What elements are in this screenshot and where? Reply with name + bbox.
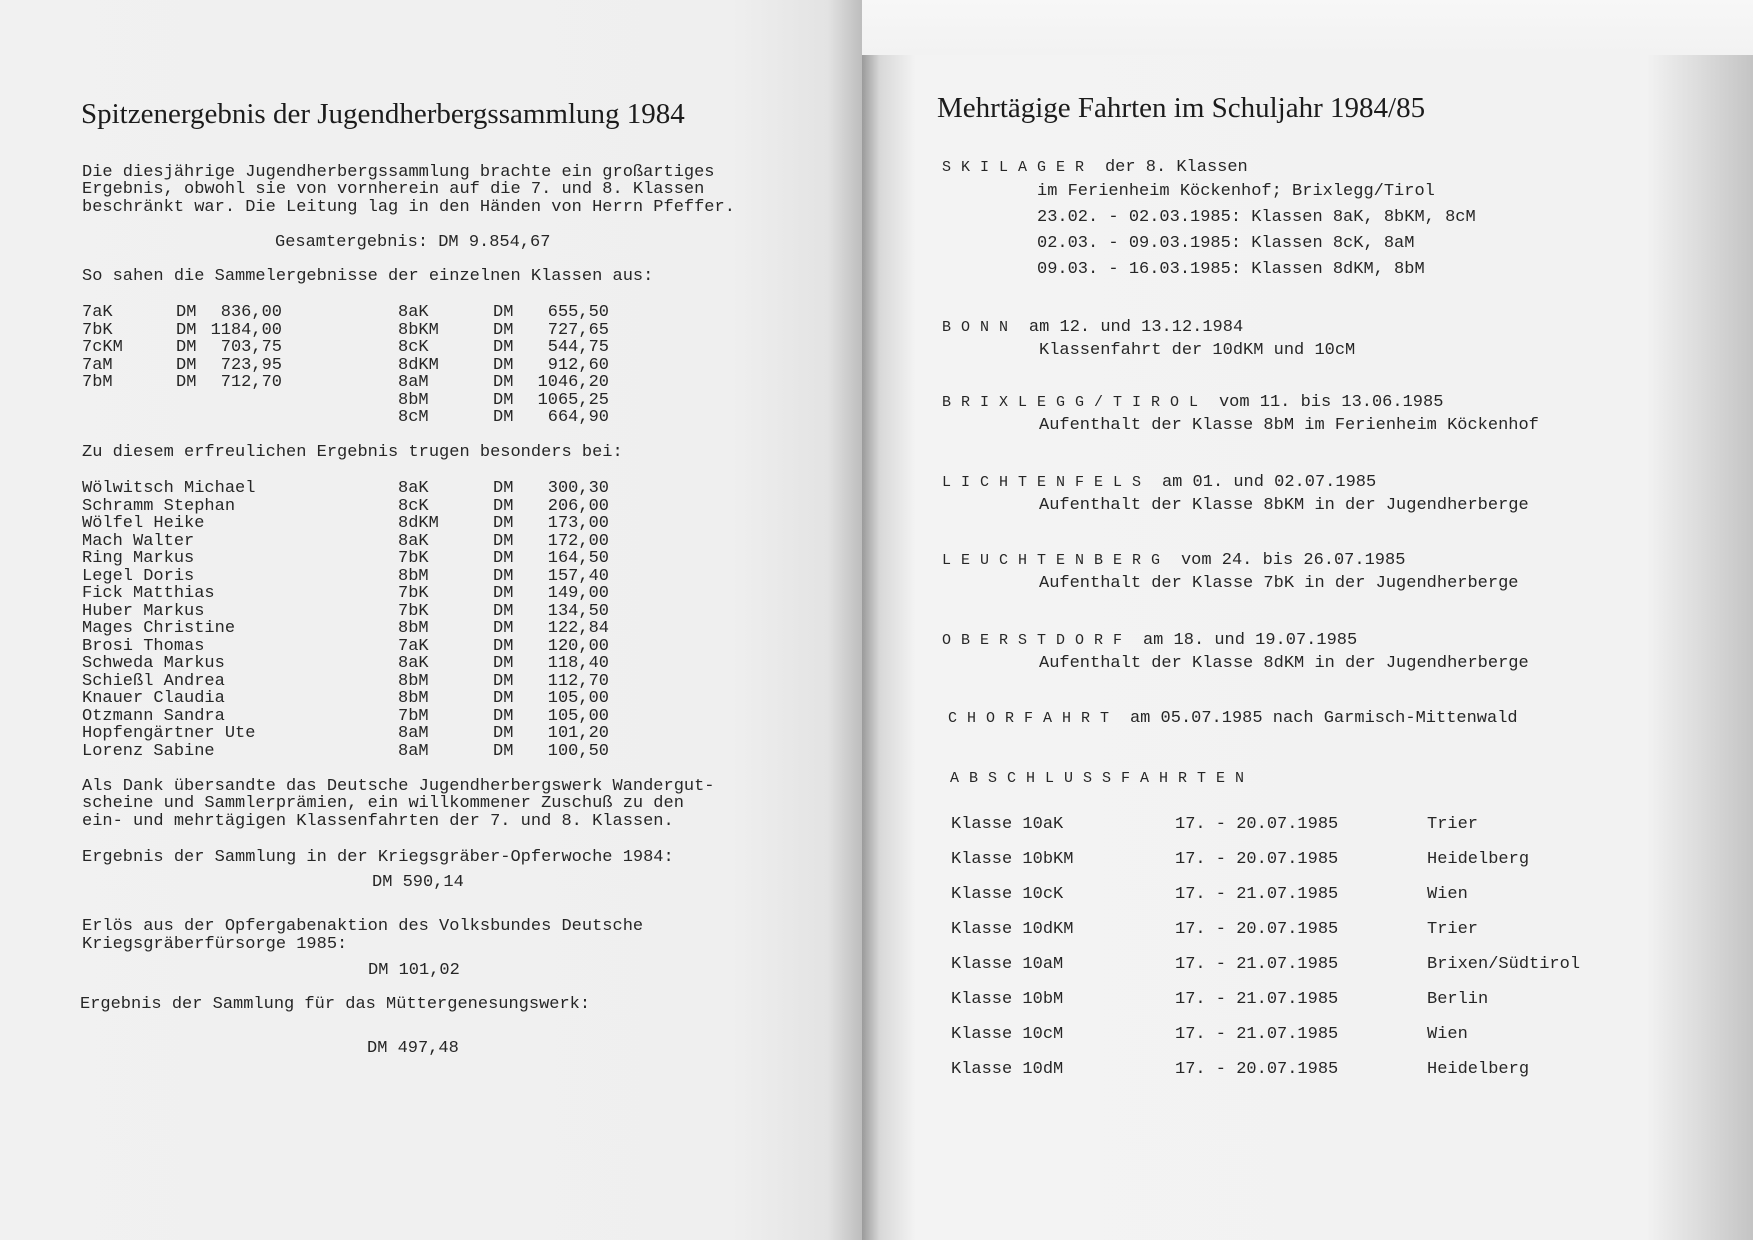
currency: DM [493, 601, 514, 621]
class-name: Klasse 10bM [951, 990, 1064, 1009]
currency: DM [493, 636, 514, 656]
amount: 118,40 [547, 654, 609, 673]
right-page-title: Mehrtägige Fahrten im Schuljahr 1984/85 [937, 92, 1426, 124]
contributor-name: Mach Walter [82, 531, 195, 551]
trip-detail: Aufenthalt der Klasse 8dKM in der Jugendherberge [1039, 654, 1529, 673]
amount: 122,84 [547, 619, 609, 638]
trip-detail: Aufenthalt der Klasse 8bM im Ferienheim Köckenhof [1039, 416, 1539, 435]
class-name: 7bM [82, 373, 113, 392]
amount: 664,90 [547, 408, 609, 427]
amount: 206,00 [547, 496, 609, 516]
trip-destination: Brixen/Südtirol [1427, 955, 1581, 974]
contributor-name: Schießl Andrea [82, 671, 225, 691]
contributor-name: Mages Christine [82, 619, 236, 638]
trip-dates: 17. - 21.07.1985 [1175, 955, 1339, 974]
class-name: Klasse 10dKM [951, 920, 1074, 939]
class-name: 8aM [398, 724, 429, 743]
amount: 120,00 [547, 636, 609, 656]
trip-heading [942, 552, 1405, 570]
amount: 712,70 [220, 373, 282, 392]
trip-destination: L E U C H T E N B E R G [942, 552, 1161, 569]
amount: 105,00 [547, 689, 609, 708]
skilager-line: 09.03. - 16.03.1985: Klassen 8dKM, 8bM [1037, 260, 1425, 279]
amount: 149,00 [547, 584, 609, 603]
class-name: 7bK [82, 320, 113, 340]
trip-destination: Berlin [1427, 990, 1489, 1009]
class-name: 7bK [398, 549, 429, 568]
trip-dates: 17. - 20.07.1985 [1175, 920, 1339, 939]
currency: DM [493, 496, 514, 516]
trip-dates: am 18. und 19.07.1985 [1142, 631, 1358, 650]
amount: 300,30 [547, 479, 609, 498]
currency: DM [493, 355, 514, 375]
trip-detail: Aufenthalt der Klasse 7bK in der Jugendherberge [1039, 574, 1519, 593]
currency: DM [493, 619, 514, 638]
trip-dates: am 12. und 13.12.1984 [1028, 318, 1244, 337]
trip-destination: Heidelberg [1427, 1060, 1530, 1079]
skilager-heading: S K I L A G E R der 8. Klassen [942, 158, 1248, 177]
trip-destination: Heidelberg [1427, 850, 1530, 869]
class-name: 8cK [398, 338, 429, 357]
contributor-name: Otzmann Sandra [82, 706, 225, 726]
amount: 105,00 [547, 706, 609, 726]
contributor-name: Schweda Markus [82, 654, 225, 673]
currency: DM [176, 320, 197, 340]
amount: 912,60 [547, 355, 609, 375]
amount: 723,95 [220, 355, 282, 375]
class-name: Klasse 10cK [951, 885, 1064, 904]
volksbund-amount: DM 101,02 [368, 961, 460, 980]
skilager-line: 23.02. - 02.03.1985: Klassen 8aK, 8bKM, 8cM [1037, 208, 1476, 227]
mothers-amount: DM 497,48 [367, 1039, 459, 1058]
amount: 1184,00 [210, 320, 282, 340]
class-name: 7aK [82, 303, 113, 322]
trip-destination: B O N N [942, 319, 1009, 336]
currency: DM [493, 320, 514, 340]
amount: 544,75 [547, 338, 609, 357]
class-name: 8cK [398, 496, 429, 516]
trip-dates: vom 24. bis 26.07.1985 [1180, 551, 1406, 570]
currency: DM [493, 724, 514, 743]
amount: 100,50 [547, 741, 609, 761]
class-name: 8bM [398, 689, 429, 708]
currency: DM [493, 373, 514, 392]
amount: 134,50 [547, 601, 609, 621]
amount: 164,50 [547, 549, 609, 568]
contributor-name: Fick Matthias [82, 584, 215, 603]
currency: DM [493, 671, 514, 691]
class-name: 7bM [398, 706, 429, 726]
trip-destination: O B E R S T D O R F [942, 632, 1123, 649]
class-name: Klasse 10aM [951, 955, 1064, 974]
currency: DM [176, 303, 197, 322]
volksbund-line: Erlös aus der Opfergabenaktion des Volksbundes Deutsche [82, 917, 644, 936]
contributor-name: Lorenz Sabine [82, 741, 215, 761]
thanks-line: ein- und mehrtägigen Klassenfahrten der 7. und 8. Klassen. [82, 812, 674, 831]
class-name: 8aM [398, 741, 429, 761]
currency: DM [493, 654, 514, 673]
class-name: 8bKM [398, 320, 439, 340]
trip-dates: 17. - 21.07.1985 [1175, 1025, 1339, 1044]
trip-destination: B R I X L E G G / T I R O L [942, 394, 1199, 411]
amount: 173,00 [547, 514, 609, 533]
class-name: 8aM [398, 373, 429, 392]
war-graves-heading: Ergebnis der Sammlung in der Kriegsgräber-Opferwoche 1984: [82, 848, 674, 867]
currency: DM [493, 741, 514, 761]
currency: DM [176, 355, 197, 375]
class-name: 8aK [398, 479, 429, 498]
amount: 655,50 [547, 303, 609, 322]
currency: DM [493, 514, 514, 533]
contributor-name: Wölwitsch Michael [82, 479, 256, 498]
trip-dates: 17. - 21.07.1985 [1175, 885, 1339, 904]
amount: 836,00 [220, 303, 282, 322]
trip-dates: 17. - 20.07.1985 [1175, 850, 1339, 869]
class-results-heading: So sahen die Sammelergebnisse der einzelnen Klassen aus: [82, 267, 654, 286]
intro-line: beschränkt war. Die Leitung lag in den Händen von Herrn Pfeffer. [82, 198, 735, 217]
currency: DM [176, 338, 197, 357]
currency: DM [176, 373, 197, 392]
class-name: Klasse 10cM [951, 1025, 1064, 1044]
currency: DM [493, 303, 514, 322]
trip-destination: Trier [1427, 920, 1479, 939]
amount: 101,20 [547, 724, 609, 743]
class-name: 8bM [398, 566, 429, 586]
currency: DM [493, 584, 514, 603]
class-name: 7bK [398, 584, 429, 603]
trip-dates: 17. - 20.07.1985 [1175, 815, 1339, 834]
trip-heading [948, 710, 1518, 728]
trip-dates: vom 11. bis 13.06.1985 [1218, 393, 1444, 412]
trip-dates: 17. - 20.07.1985 [1175, 1060, 1339, 1079]
class-name: 7bK [398, 601, 429, 621]
currency: DM [493, 338, 514, 357]
final-trips-heading: A B S C H L U S S F A H R T E N [950, 770, 1245, 787]
mothers-heading: Ergebnis der Sammlung für das Müttergenesungswerk: [80, 995, 591, 1014]
trip-heading [942, 394, 1443, 412]
trip-detail: Aufenthalt der Klasse 8bKM in der Jugendherberge [1039, 496, 1529, 515]
currency: DM [493, 479, 514, 498]
contributor-name: Hopfengärtner Ute [82, 724, 256, 743]
total-result: Gesamtergebnis: DM 9.854,67 [275, 233, 551, 252]
currency: DM [493, 706, 514, 726]
class-name: 8aK [398, 303, 429, 322]
currency: DM [493, 408, 514, 427]
trip-destination: C H O R F A H R T [948, 710, 1110, 727]
skilager-line: 02.03. - 09.03.1985: Klassen 8cK, 8aM [1037, 234, 1415, 253]
class-name: 8bM [398, 619, 429, 638]
amount: 172,00 [547, 531, 609, 551]
war-graves-amount: DM 590,14 [372, 873, 464, 892]
intro-line: Die diesjährige Jugendherbergssammlung brachte ein großartiges [82, 163, 715, 182]
thanks-line: Als Dank übersandte das Deutsche Jugendherbergswerk Wandergut- [82, 777, 715, 796]
thanks-line: scheine und Sammlerprämien, ein willkommener Zuschuß zu den [82, 794, 684, 813]
trip-dates: am 01. und 02.07.1985 [1161, 473, 1377, 492]
contributor-name: Knauer Claudia [82, 689, 225, 708]
class-name: Klasse 10aK [951, 815, 1064, 834]
currency: DM [493, 566, 514, 586]
amount: 727,65 [547, 320, 609, 340]
left-page-title: Spitzenergebnis der Jugendherbergssammlung 1984 [81, 98, 685, 130]
class-name: 8cM [398, 408, 429, 427]
trip-heading [942, 319, 1243, 337]
class-name: 8bM [398, 390, 429, 410]
class-name: 8aK [398, 531, 429, 551]
currency: DM [493, 390, 514, 410]
contributor-name: Brosi Thomas [82, 636, 205, 656]
class-name: 7cKM [82, 338, 123, 357]
currency: DM [493, 689, 514, 708]
volksbund-line: Kriegsgräberfürsorge 1985: [82, 935, 348, 954]
trip-destination: Wien [1427, 885, 1468, 904]
contributor-name: Wölfel Heike [82, 514, 205, 533]
class-name: 8bM [398, 671, 429, 691]
amount: 1065,25 [537, 390, 609, 410]
class-name: Klasse 10dM [951, 1060, 1064, 1079]
trip-heading [942, 632, 1357, 650]
contributor-name: Ring Markus [82, 549, 195, 568]
class-name: Klasse 10bKM [951, 850, 1074, 869]
class-name: 8dKM [398, 355, 439, 375]
currency: DM [493, 531, 514, 551]
class-name: 7aM [82, 355, 113, 375]
trip-destination: Trier [1427, 815, 1479, 834]
class-name: 8aK [398, 654, 429, 673]
contributor-name: Schramm Stephan [82, 496, 236, 516]
class-name: 8dKM [398, 514, 439, 533]
skilager-line: im Ferienheim Köckenhof; Brixlegg/Tirol [1037, 182, 1435, 201]
intro-line: Ergebnis, obwohl sie von vornherein auf die 7. und 8. Klassen [82, 180, 705, 199]
trip-detail: Klassenfahrt der 10dKM und 10cM [1039, 341, 1356, 360]
amount: 1046,20 [537, 373, 609, 392]
contributor-name: Huber Markus [82, 601, 205, 621]
class-name: 7aK [398, 636, 429, 656]
amount: 112,70 [547, 671, 609, 691]
trip-destination: Wien [1427, 1025, 1468, 1044]
left-page [0, 0, 862, 1240]
amount: 157,40 [547, 566, 609, 586]
trip-dates: 17. - 21.07.1985 [1175, 990, 1339, 1009]
trip-dates: am 05.07.1985 nach Garmisch-Mittenwald [1129, 709, 1518, 728]
contributors-heading: Zu diesem erfreulichen Ergebnis trugen besonders bei: [82, 443, 623, 462]
currency: DM [493, 549, 514, 568]
amount: 703,75 [220, 338, 282, 357]
contributor-name: Legel Doris [82, 566, 195, 586]
trip-destination: L I C H T E N F E L S [942, 474, 1142, 491]
trip-heading [942, 474, 1376, 492]
